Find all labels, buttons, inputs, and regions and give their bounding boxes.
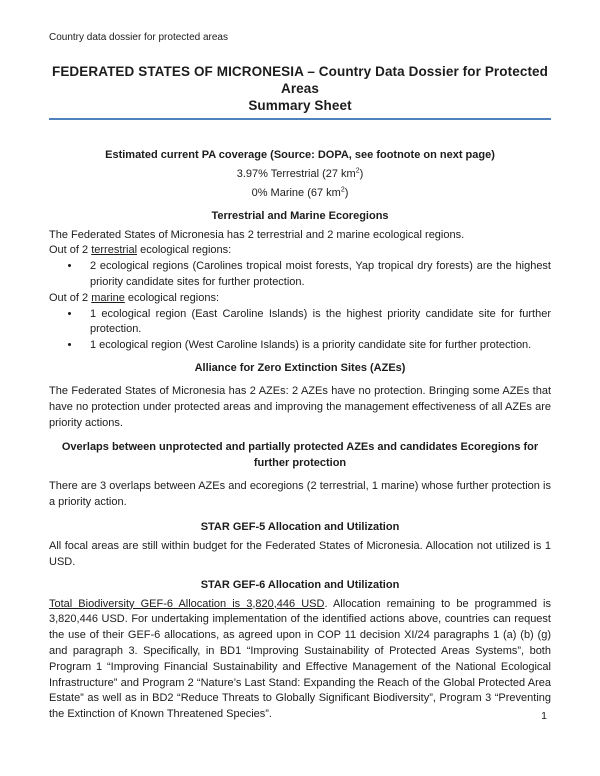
- coverage-marine-close: ): [344, 186, 349, 199]
- overlaps-heading: Overlaps between unprotected and partially protected AZEs and candidates Ecoregions for further protection: [61, 441, 539, 470]
- gef5-heading: STAR GEF-5 Allocation and Utilization: [200, 520, 400, 533]
- section-overlaps: [49, 439, 551, 511]
- bullet-item: • 1 ecological region (West Caroline Islands) is a priority candidate site for further protection.: [81, 338, 551, 354]
- ecoregions-heading: Terrestrial and Marine Ecoregions: [211, 209, 389, 222]
- superscript-2: 2: [355, 167, 360, 175]
- terrestrial-underlined-word: terrestrial: [91, 244, 138, 257]
- coverage-terrestrial-close: ): [359, 168, 364, 180]
- title-divider: [49, 118, 551, 120]
- gef6-body-rest: . Allocation remaining to be programmed is 3,820,446 USD. For undertaking implementation of the identified actions above, countries can request the use of their GEF-6 allocations, as agreed upon in COP 11 decision XI/24 paragraphs 1 (a) (b) (g) and paragraph 3. Specifically, in BD1 “Improving Sustainability of Protected Areas Systems”, both Program 1 “Improving Financial Sustainability and Effective Management of the National Ecological Infrastructure” and Program 2 “Nature’s Last Stand: Expanding the Reach of the Global Protected Area Estate” as well as in BD2 “Reduce Threats to Globally Significant Biodiversity”, Program 3 “Preventing the Extinction of Known Threatened Species”.: [49, 597, 551, 721]
- terrestrial-lead-text: Out of 2: [49, 244, 92, 257]
- gef6-body: [49, 597, 551, 723]
- terrestrial-bullet-list: [49, 259, 551, 291]
- section-gef6: [49, 577, 551, 723]
- azes-body: The Federated States of Micronesia has 2 AZEs: 2 AZEs have no protection. Bringing some AZEs that have no protection under protected areas and improving the management effectiveness of all AZEs are priority actions.: [49, 384, 551, 429]
- section-coverage: [49, 147, 551, 202]
- bullet-item: • 1 ecological region (East Caroline Islands) is the highest priority candidate site for further protection.: [81, 307, 551, 339]
- marine-lead-text: Out of 2: [49, 291, 92, 304]
- marine-bullet-list: [49, 307, 551, 354]
- bullet-item: • 2 ecological regions (Carolines tropical moist forests, Yap tropical dry forests) are the highest priority candidate sites for further protection.: [81, 259, 551, 291]
- title-line-2: Summary Sheet: [248, 98, 352, 113]
- coverage-terrestrial: [49, 167, 551, 183]
- coverage-heading: Estimated current PA coverage (Source: DOPA, see footnote on next page): [105, 149, 495, 161]
- ecoregions-intro: The Federated States of Micronesia has 2 terrestrial and 2 marine ecological regions.: [49, 228, 465, 241]
- running-header: Country data dossier for protected areas: [49, 32, 228, 43]
- coverage-terrestrial-text: 3.97% Terrestrial (27 km: [236, 168, 356, 180]
- overlaps-body: There are 3 overlaps between AZEs and ecoregions (2 terrestrial, 1 marine) whose further protection is a priority action.: [49, 480, 551, 509]
- coverage-marine: [49, 186, 551, 202]
- section-azes: [49, 360, 551, 431]
- marine-tail-text: ecological regions:: [124, 291, 219, 304]
- gef6-heading: STAR GEF-6 Allocation and Utilization: [200, 578, 400, 591]
- superscript-2: 2: [340, 186, 345, 194]
- title-line-1: FEDERATED STATES OF MICRONESIA – Country Data Dossier for Protected Areas: [51, 64, 548, 96]
- marine-lead-in: [49, 291, 551, 307]
- page-number: 1: [541, 710, 547, 722]
- azes-heading: Alliance for Zero Extinction Sites (AZEs): [194, 361, 406, 374]
- terrestrial-tail-text: ecological regions:: [137, 244, 232, 257]
- section-gef5: [49, 519, 551, 571]
- marine-underlined-word: marine: [91, 291, 125, 304]
- document-title: [49, 63, 551, 114]
- gef5-body: All focal areas are still within budget for the Federated States of Micronesia. Allocation not utilized is 1 USD.: [49, 539, 551, 568]
- terrestrial-lead-in: [49, 243, 551, 259]
- coverage-marine-text: 0% Marine (67 km: [251, 186, 341, 199]
- gef6-underlined-lead: Total Biodiversity GEF-6 Allocation is 3,820,446 USD: [49, 597, 325, 610]
- section-ecoregions: [49, 208, 551, 354]
